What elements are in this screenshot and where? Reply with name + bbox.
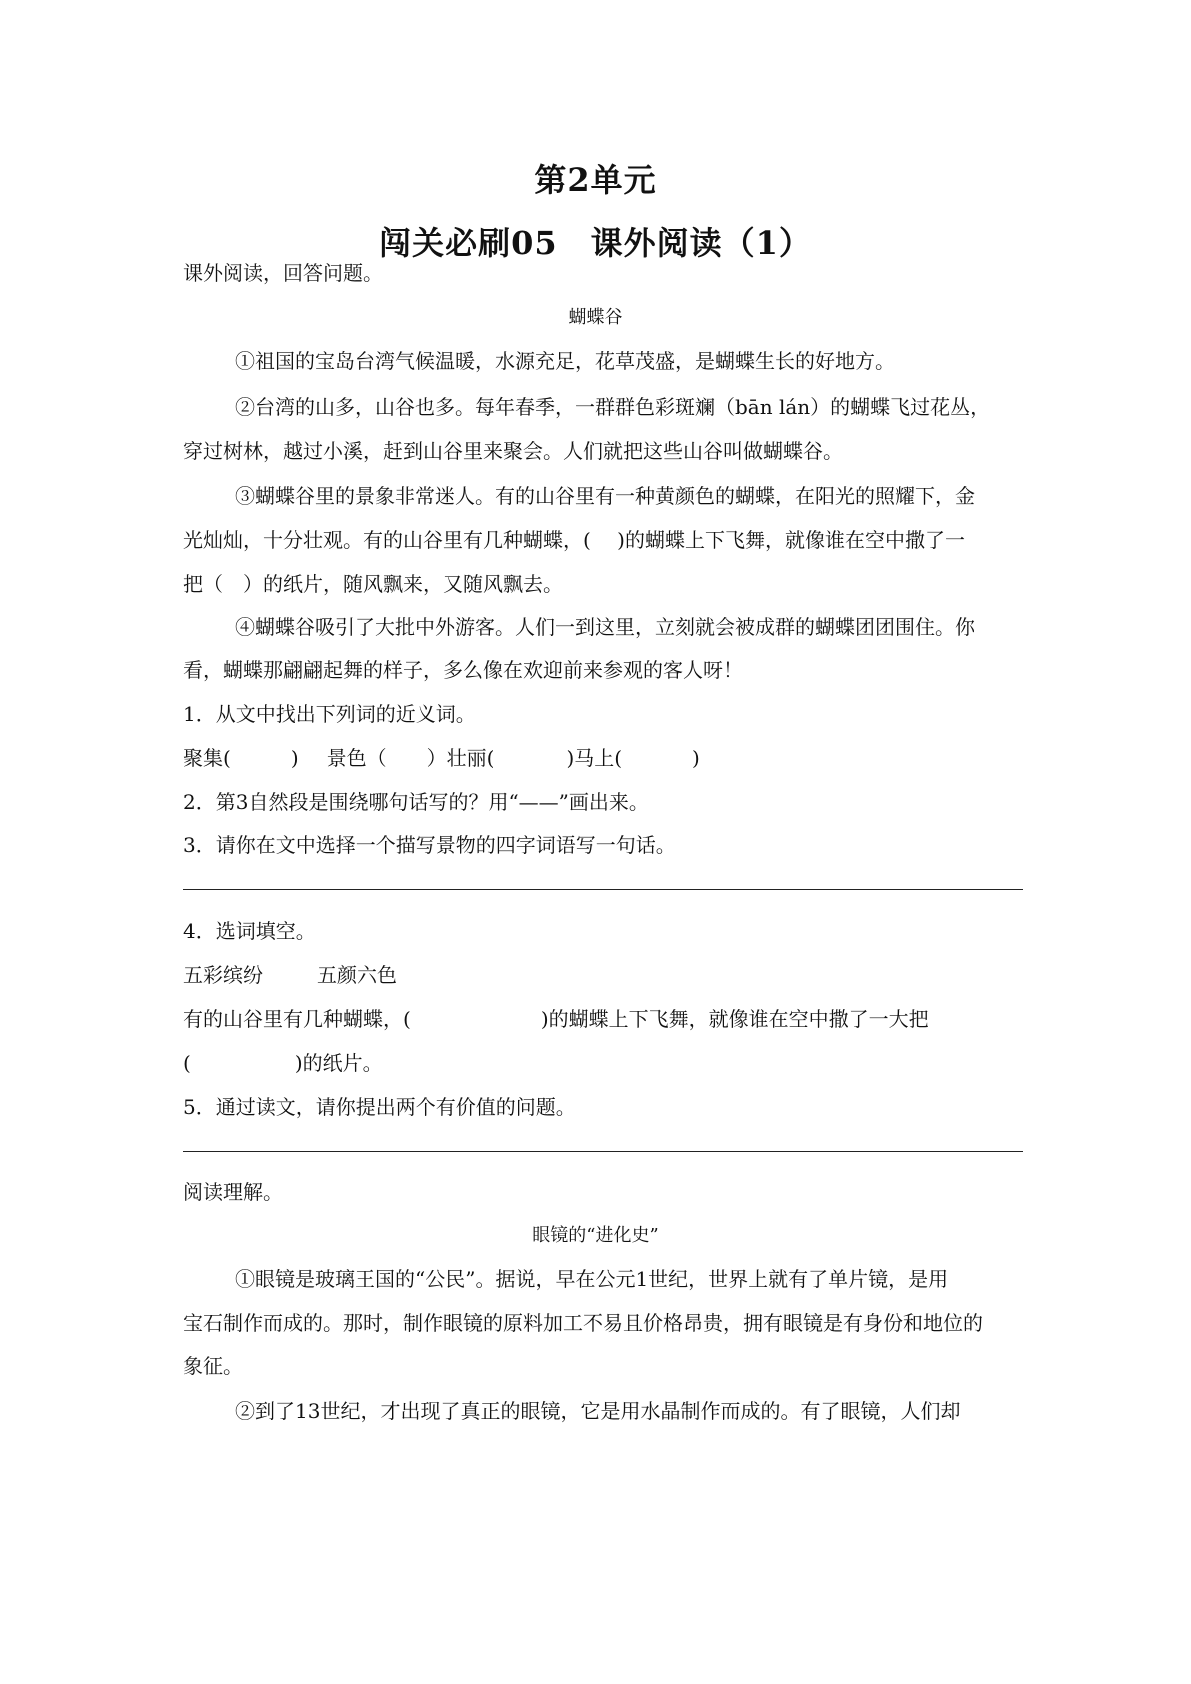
answer-line[interactable] [183,889,1023,890]
passage1-paragraph-line: ③蝴蝶谷里的景象非常迷人。有的山谷里有一种黄颜色的蝴蝶，在阳光的照耀下，金 [235,484,975,508]
question-1: 1．从文中找出下列词的近义词。 [183,702,476,726]
section1-instruction: 课外阅读，回答问题。 [183,261,383,285]
passage2-title: 眼镜的“进化史” [532,1225,659,1246]
passage2-paragraph-line: 象征。 [183,1354,243,1378]
section2-instruction: 阅读理解。 [183,1180,283,1204]
question-4: 4．选词填空。 [183,919,316,943]
unit-heading: 第2单元 [534,161,657,199]
page-title: 闯关必刷05 课外阅读（1） [379,224,812,262]
answer-line[interactable] [183,1151,1023,1152]
question-4-sentence-cont [183,1049,1023,1077]
question-4-sentence [183,1005,1023,1033]
sentence-part: )的蝴蝶上下飞舞，就像谁在空中撒了一大把 [540,1007,929,1031]
passage1-paragraph-line: ④蝴蝶谷吸引了大批中外游客。人们一到这里，立刻就会被成群的蝴蝶团团围住。你 [235,615,975,639]
word-option: 五颜六色 [317,963,397,987]
passage1-title: 蝴蝶谷 [568,307,623,328]
question-5: 5．通过读文，请你提出两个有价值的问题。 [183,1095,576,1119]
question-3: 3．请你在文中选择一个描写景物的四字词语写一句话。 [183,833,676,857]
word-blank-close: ） [426,746,447,770]
passage1-paragraph-line: 光灿灿，十分壮观。有的山谷里有几种蝴蝶，( )的蝴蝶上下飞舞，就像谁在空中撒了一 [183,528,965,552]
passage2-paragraph-line: 宝石制作而成的。那时，制作眼镜的原料加工不易且价格昂贵，拥有眼镜是有身份和地位的 [183,1311,983,1335]
passage1-paragraph-line: 看，蝴蝶那翩翩起舞的样子，多么像在欢迎前来参观的客人呀！ [183,658,743,682]
passage1-paragraph-line: ②台湾的山多，山谷也多。每年春季，一群群色彩斑斓（bān lán）的蝴蝶飞过花丛， [235,395,991,419]
question-1-words [183,744,1023,772]
word-blank-open: 壮丽( [446,746,495,770]
passage1-paragraph-line: ①祖国的宝岛台湾气候温暖，水源充足，花草茂盛，是蝴蝶生长的好地方。 [235,349,895,373]
passage1-paragraph-line: 穿过树林，越过小溪，赶到山谷里来聚会。人们就把这些山谷叫做蝴蝶谷。 [183,439,843,463]
passage2-paragraph-line: ①眼镜是玻璃王国的“公民”。据说，早在公元1世纪，世界上就有了单片镜，是用 [235,1267,949,1291]
question-4-options [183,961,1023,989]
question-2: 2．第3自然段是围绕哪句话写的？用“——”画出来。 [183,790,649,814]
word-blank-close: )马上( [566,746,623,770]
word-option: 五彩缤纷 [183,963,263,987]
word-blank-open: 景色（ [326,746,387,770]
passage1-paragraph-line: 把（ ）的纸片，随风飘来，又随风飘去。 [183,572,563,596]
word-blank-open: 聚集( [183,746,231,770]
sentence-part: ( [183,1051,191,1075]
word-blank-close: ) [692,746,700,770]
sentence-part: 有的山谷里有几种蝴蝶，( [183,1007,411,1031]
sentence-part: )的纸片。 [294,1051,383,1075]
word-blank-close: ) [290,746,299,770]
passage2-paragraph-line: ②到了13世纪，才出现了真正的眼镜，它是用水晶制作而成的。有了眼镜，人们却 [235,1399,961,1423]
